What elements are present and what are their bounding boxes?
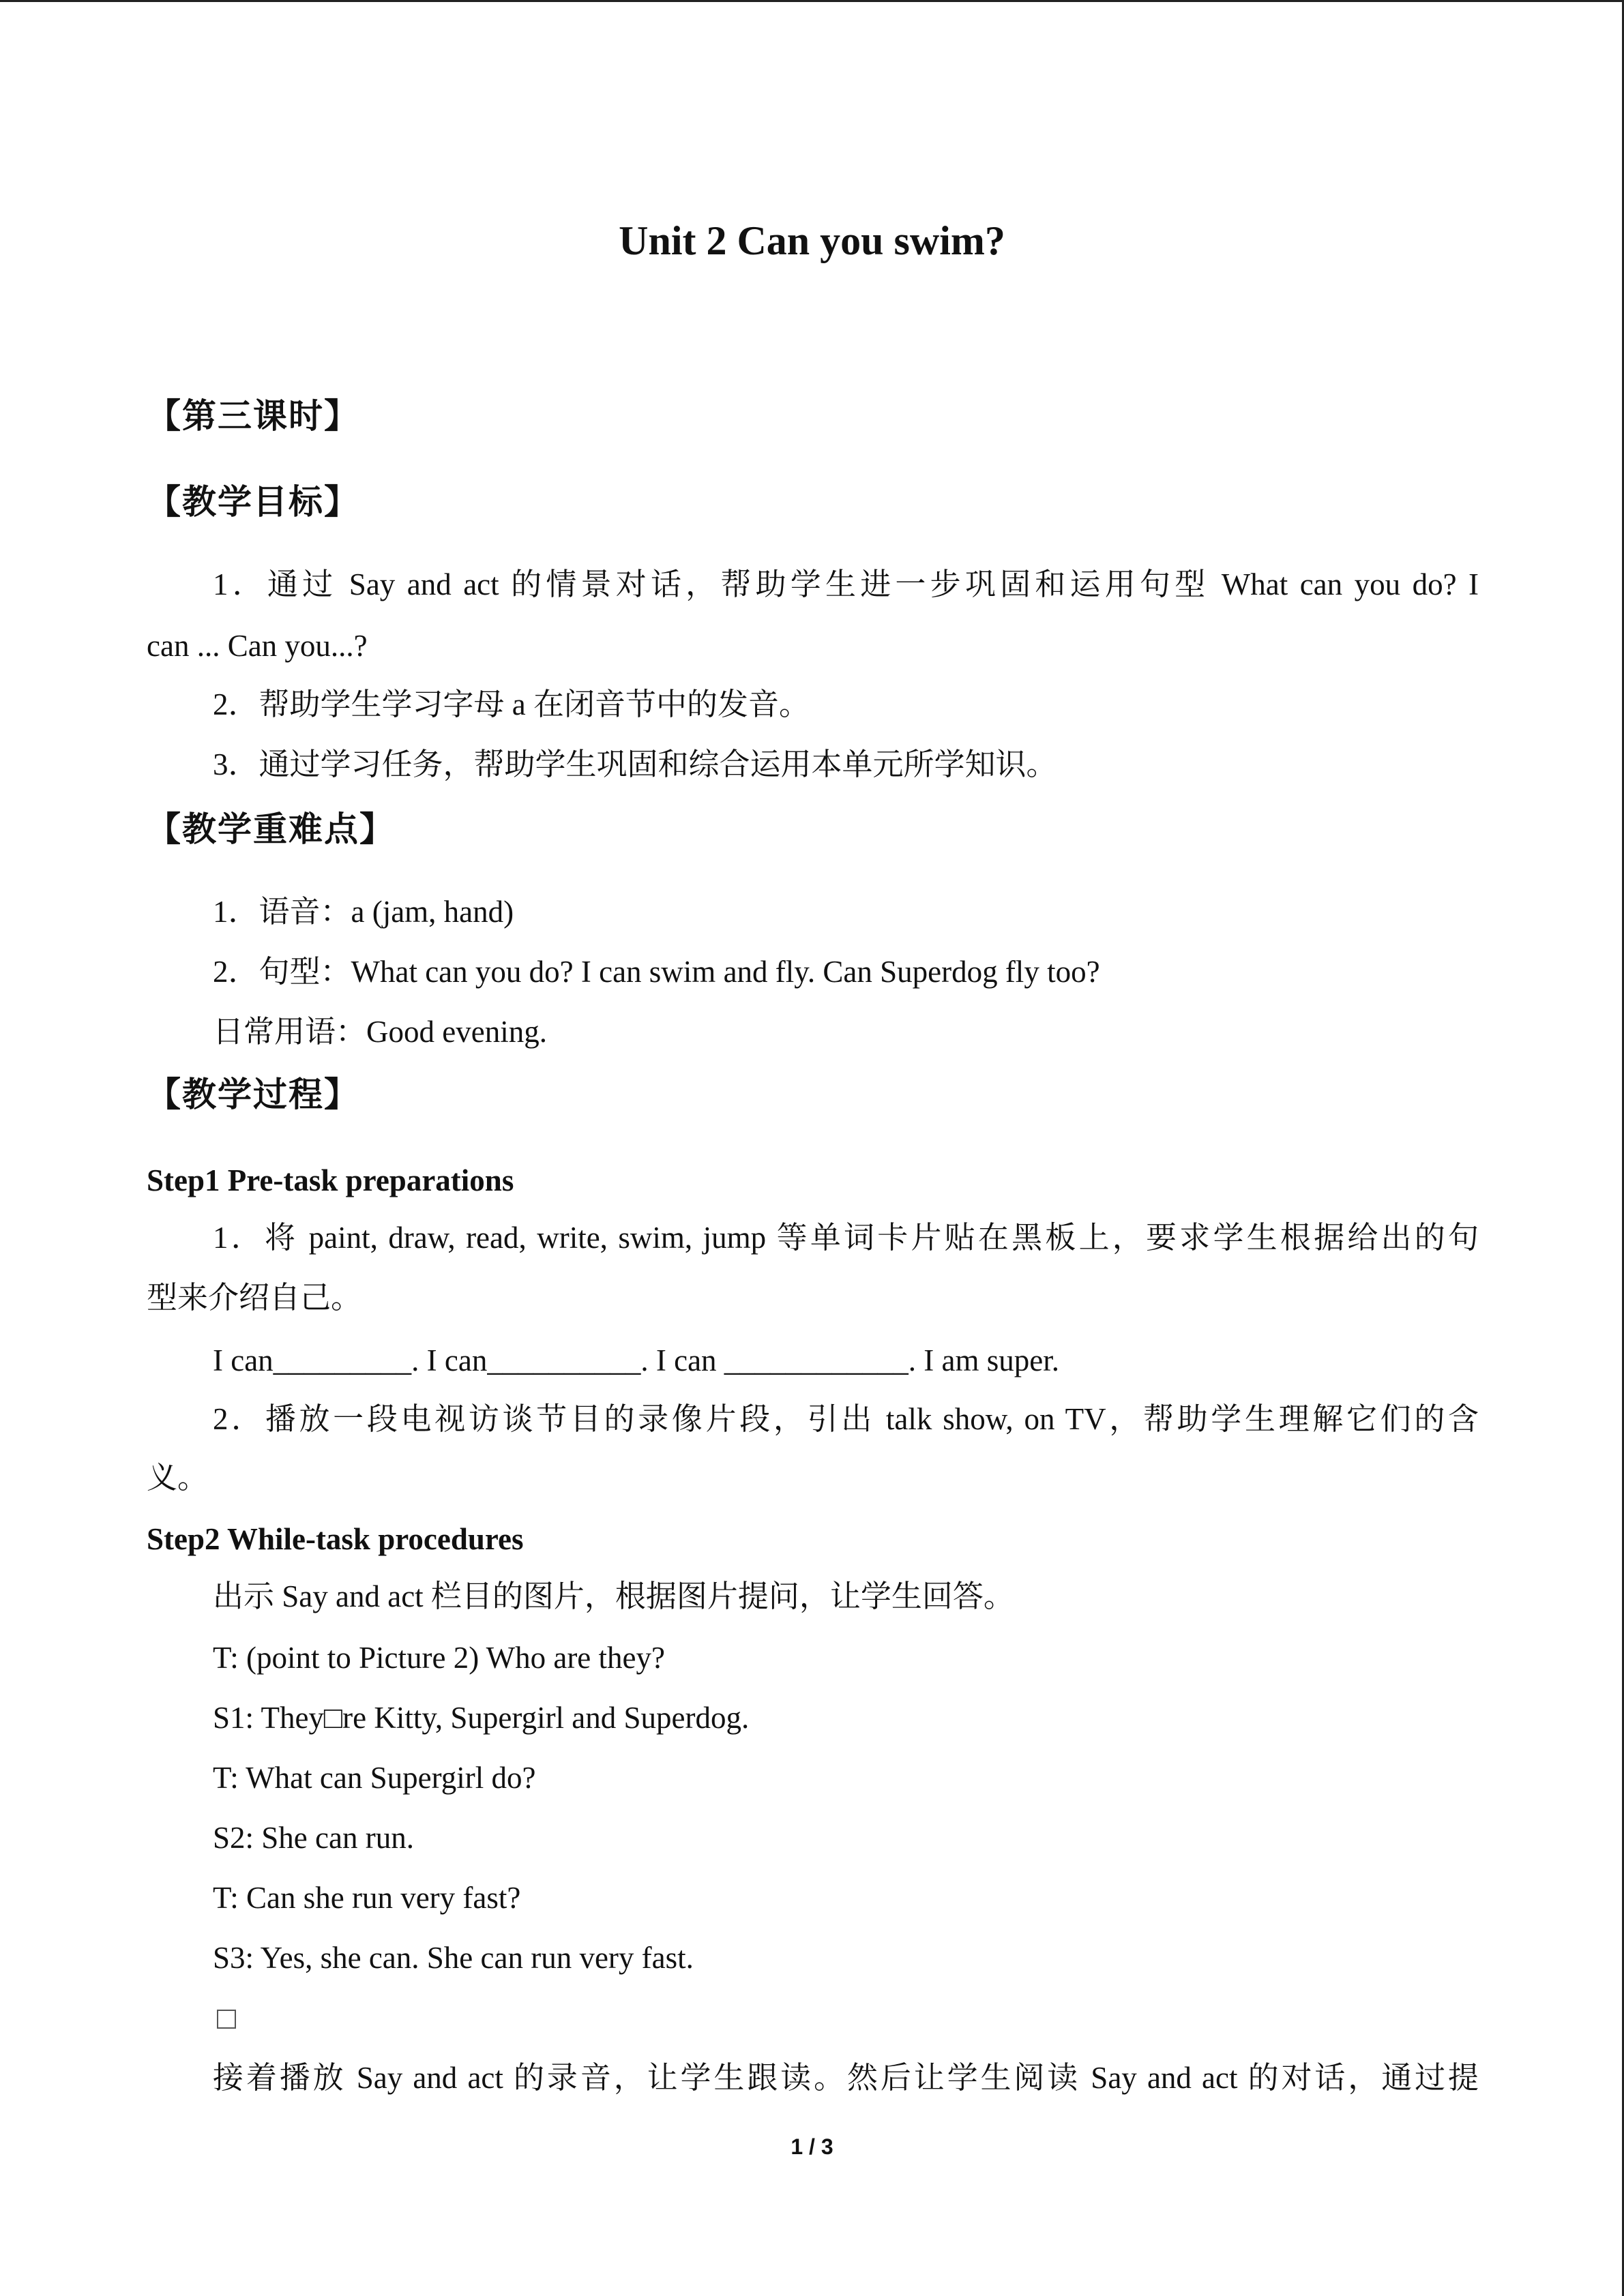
step1-item-1-line-1: 1．将 paint, draw, read, write, swim, jump 等单词卡片贴在黑板上，要求学生根据给出的句 [213,1221,1479,1255]
page-number: 1 / 3 [791,2134,833,2159]
objective-3: 3．通过学习任务，帮助学生巩固和综合运用本单元所学知识。 [213,747,1057,781]
step1-item-2-line-1: 2．播放一段电视访谈节目的录像片段，引出 talk show, on TV，帮助学生理解它们的含 [213,1402,1479,1436]
dialogue-line-4: S2: She can run. [213,1821,414,1855]
step1-heading: Step1 Pre-task preparations [147,1163,514,1197]
dialogue-line-2: S1: They□re Kitty, Supergirl and Superdog. [213,1701,750,1735]
objective-1-line-2: can ... Can you...? [147,629,368,663]
step2-heading: Step2 While-task procedures [147,1522,524,1556]
page-title: Unit 2 Can you swim? [619,218,1005,263]
dialogue-line-5: T: Can she run very fast? [213,1881,521,1915]
dialogue-line-3: T: What can Supergirl do? [213,1761,536,1795]
missing-glyph-box [217,2010,236,2029]
step2-intro: 出示 Say and act 栏目的图片，根据图片提问，让学生回答。 [213,1579,1014,1613]
step1-item-2-line-2: 义。 [147,1461,209,1495]
heading-lesson: 【第三课时】 [147,396,359,436]
keypoint-3: 日常用语：Good evening. [213,1015,547,1049]
keypoint-2: 2．句型：What can you do? I can swim and fly. Can Superdog fly too? [213,955,1100,989]
heading-keypoints: 【教学重难点】 [147,809,395,849]
dialogue-line-1: T: (point to Picture 2) Who are they? [213,1641,665,1675]
heading-objectives: 【教学目标】 [147,482,359,522]
step1-item-1-line-2: 型来介绍自己。 [147,1281,362,1315]
dialogue-line-6: S3: Yes, she can. She can run very fast. [213,1941,694,1975]
heading-process: 【教学过程】 [147,1075,359,1114]
step2-last-line: 接着播放 Say and act 的录音，让学生跟读。然后让学生阅读 Say and act 的对话，通过提 [213,2061,1479,2095]
objective-2: 2．帮助学生学习字母 a 在闭音节中的发音。 [213,687,810,721]
objective-1-line-1: 1．通过 Say and act 的情景对话，帮助学生进一步巩固和运用句型 What can you do? I [213,567,1479,601]
step1-blanks: I can_________. I can__________. I can ____________. I am super. [213,1343,1059,1377]
keypoint-1: 1．语音：a (jam, hand) [213,895,514,929]
